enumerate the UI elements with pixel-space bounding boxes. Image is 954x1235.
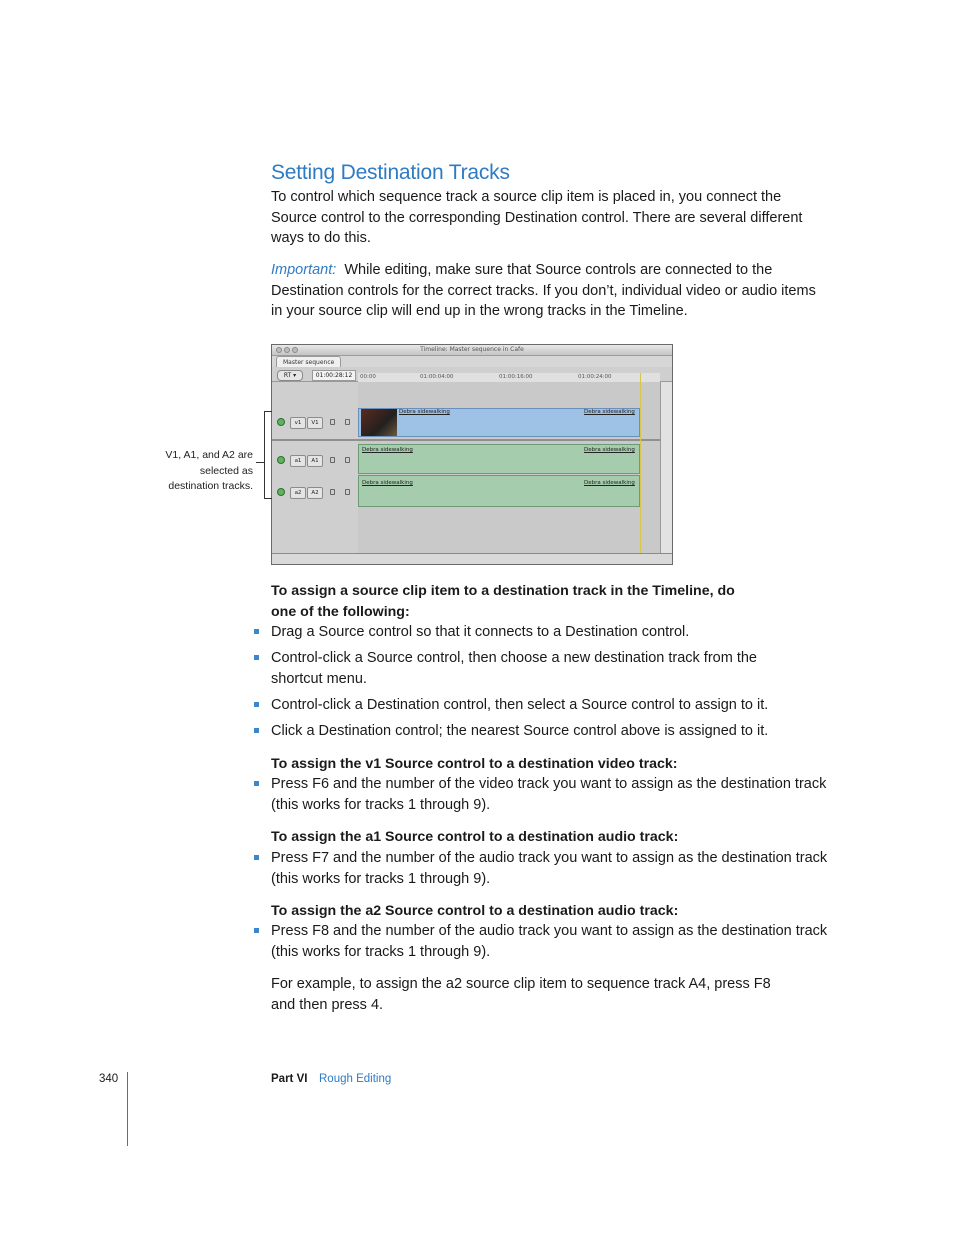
timecode-field: 01:00:28:12 — [312, 370, 356, 381]
clip-thumbnail — [361, 409, 397, 436]
bullet-text: Control-click a Source control, then choose a new destination track from the shortcut menu. — [271, 650, 757, 687]
bullet-text: Drag a Source control so that it connects to a Destination control. — [271, 624, 690, 640]
source-control-v1: v1 — [290, 417, 306, 429]
playhead — [640, 373, 641, 553]
bullet-icon — [254, 728, 259, 733]
footer-part: Part VI — [271, 1073, 308, 1085]
window-title: Timeline: Master sequence in Cafe — [420, 346, 524, 353]
bullet-icon — [254, 702, 259, 707]
bullet-text: Control-click a Destination control, then select a Source control to assign to it. — [271, 697, 769, 713]
clip-label: Debra sidewalking — [362, 447, 413, 453]
ruler-tick: 01:00:04:00 — [420, 374, 454, 380]
track-controls-panel — [272, 382, 358, 554]
bullet-text: Press F8 and the number of the audio track you want to assign as the destination track (this works for tracks 1 through 9). — [271, 923, 828, 960]
procedure-heading: To assign the a2 Source control to a destination audio track: — [271, 903, 679, 919]
ruler-tick: 01:00:24:00 — [578, 374, 612, 380]
list-item — [254, 622, 834, 643]
lock-icon — [330, 489, 335, 495]
bullet-text: Press F6 and the number of the video track you want to assign as the destination track (this works for tracks 1 through 9). — [271, 776, 827, 813]
auto-select-icon — [345, 457, 350, 463]
important-label: Important: — [271, 262, 337, 278]
list-item — [254, 774, 834, 815]
intro-paragraph: To control which sequence track a source clip item is placed in, you connect the Source control to the corresponding Destination control. There are several different ways to do this. — [271, 189, 803, 246]
bullet-icon — [254, 629, 259, 634]
procedure-heading: To assign the a1 Source control to a destination audio track: — [271, 829, 679, 845]
bullet-text: Click a Destination control; the nearest Source control above is assigned to it. — [271, 723, 769, 739]
vertical-scrollbar — [660, 382, 672, 554]
procedure-heading: To assign a source clip item to a destination track in the Timeline, do one of the following: — [271, 583, 735, 620]
clip-label: Debra sidewalking — [362, 480, 413, 486]
list-item — [254, 721, 834, 742]
destination-control-v1: V1 — [307, 417, 323, 429]
bullet-icon — [254, 655, 259, 660]
auto-select-icon — [345, 419, 350, 425]
ruler-tick: 01:00:16:00 — [499, 374, 533, 380]
clip-label: Debra sidewalking — [584, 409, 635, 415]
track-separator — [272, 439, 660, 441]
lock-icon — [330, 419, 335, 425]
clip-label: Debra sidewalking — [584, 480, 635, 486]
callout-bracket — [264, 411, 272, 499]
source-control-a1: a1 — [290, 455, 306, 467]
list-item — [254, 848, 834, 889]
list-item — [254, 695, 834, 716]
important-note — [271, 260, 831, 322]
figure-callout: V1, A1, and A2 are selected as destination tracks. — [165, 449, 253, 492]
list-item — [254, 921, 834, 962]
auto-select-icon — [345, 489, 350, 495]
footer-chapter: Rough Editing — [319, 1073, 392, 1085]
timeline-screenshot — [271, 344, 673, 565]
list-item — [254, 648, 774, 689]
clip-label: Debra sidewalking — [399, 409, 450, 415]
source-control-a2: a2 — [290, 487, 306, 499]
horizontal-scrollbar — [272, 553, 672, 565]
sequence-tab: Master sequence — [276, 356, 341, 368]
footer-divider — [127, 1072, 128, 1146]
rt-popup: RT ▾ — [277, 370, 303, 381]
bullet-text: Press F7 and the number of the audio track you want to assign as the destination track (this works for tracks 1 through 9). — [271, 850, 828, 887]
bullet-icon — [254, 781, 259, 786]
bullet-icon — [254, 928, 259, 933]
example-paragraph: For example, to assign the a2 source clip item to sequence track A4, press F8 and then press 4. — [271, 976, 771, 1013]
bullet-icon — [254, 855, 259, 860]
track-visibility-icon — [277, 418, 285, 426]
window-titlebar — [272, 345, 672, 356]
destination-control-a2: A2 — [307, 487, 323, 499]
important-text: While editing, make sure that Source controls are connected to the Destination controls for the correct tracks. If you don’t, individual video or audio items in your source clip will end up in the wrong tracks in the Timeline. — [271, 262, 816, 319]
track-visibility-icon — [277, 488, 285, 496]
clip-label: Debra sidewalking — [584, 447, 635, 453]
ruler-tick: 00:00 — [360, 374, 376, 380]
lock-icon — [330, 457, 335, 463]
page-number: 340 — [99, 1073, 119, 1085]
destination-control-a1: A1 — [307, 455, 323, 467]
procedure-heading: To assign the v1 Source control to a destination video track: — [271, 756, 678, 772]
section-title: Setting Destination Tracks — [271, 161, 510, 184]
track-visibility-icon — [277, 456, 285, 464]
